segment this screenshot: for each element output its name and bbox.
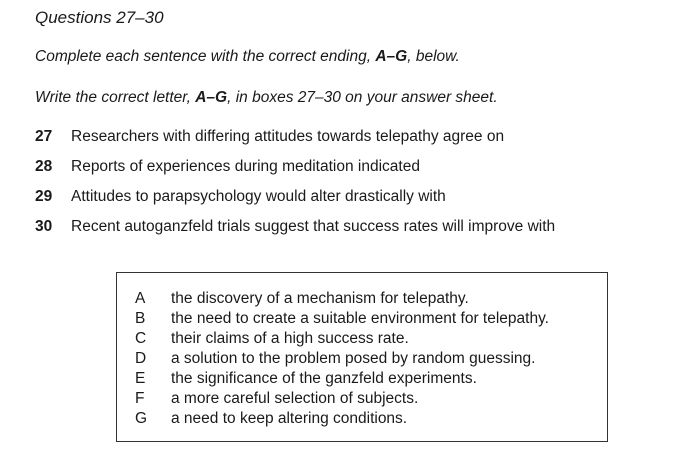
ending-text: the discovery of a mechanism for telepathy. bbox=[171, 290, 469, 307]
ending-text: a more careful selection of subjects. bbox=[171, 390, 419, 407]
question-item bbox=[35, 188, 446, 206]
ending-option bbox=[135, 330, 409, 348]
ending-letter: C bbox=[135, 330, 147, 347]
instruction-1-prefix: Complete each sentence with the correct ending, bbox=[35, 48, 376, 65]
question-text: Reports of experiences during meditation indicated bbox=[71, 158, 420, 175]
ending-letter: B bbox=[135, 310, 146, 327]
instruction-2-range: A–G bbox=[195, 89, 228, 106]
instruction-1-suffix: , below. bbox=[407, 48, 460, 65]
instruction-2-prefix: Write the correct letter, bbox=[35, 89, 196, 106]
ending-letter: D bbox=[135, 350, 147, 367]
ending-option bbox=[135, 290, 469, 308]
ending-option bbox=[135, 370, 477, 388]
section-heading: Questions 27–30 bbox=[35, 8, 164, 27]
question-text: Recent autoganzfeld trials suggest that success rates will improve with bbox=[71, 218, 556, 235]
ending-letter: A bbox=[135, 290, 146, 307]
ending-text: a solution to the problem posed by random guessing. bbox=[171, 350, 536, 367]
question-number: 28 bbox=[35, 158, 53, 175]
instruction-1-range: A–G bbox=[375, 48, 408, 65]
question-number: 29 bbox=[35, 188, 53, 205]
question-item bbox=[35, 128, 504, 146]
question-text: Researchers with differing attitudes towards telepathy agree on bbox=[71, 128, 505, 145]
ending-option bbox=[135, 310, 549, 328]
ending-option bbox=[135, 410, 407, 428]
instruction-2-suffix: , in boxes 27–30 on your answer sheet. bbox=[227, 89, 498, 106]
question-item bbox=[35, 158, 420, 176]
ending-text: their claims of a high success rate. bbox=[171, 330, 409, 347]
ending-letter: E bbox=[135, 370, 146, 387]
ending-letter: G bbox=[135, 410, 148, 427]
ending-text: a need to keep altering conditions. bbox=[171, 410, 408, 427]
ending-text: the need to create a suitable environment for telepathy. bbox=[171, 310, 549, 327]
question-number: 30 bbox=[35, 218, 53, 235]
endings-box bbox=[116, 272, 608, 442]
instruction-line-2 bbox=[35, 89, 498, 107]
question-text: Attitudes to parapsychology would alter drastically with bbox=[71, 188, 446, 205]
ending-letter: F bbox=[135, 390, 145, 407]
question-item bbox=[35, 218, 555, 236]
instruction-line-1 bbox=[35, 48, 460, 66]
question-number: 27 bbox=[35, 128, 53, 145]
ending-option bbox=[135, 350, 535, 368]
ending-text: the significance of the ganzfeld experiments. bbox=[171, 370, 477, 387]
ending-option bbox=[135, 390, 418, 408]
